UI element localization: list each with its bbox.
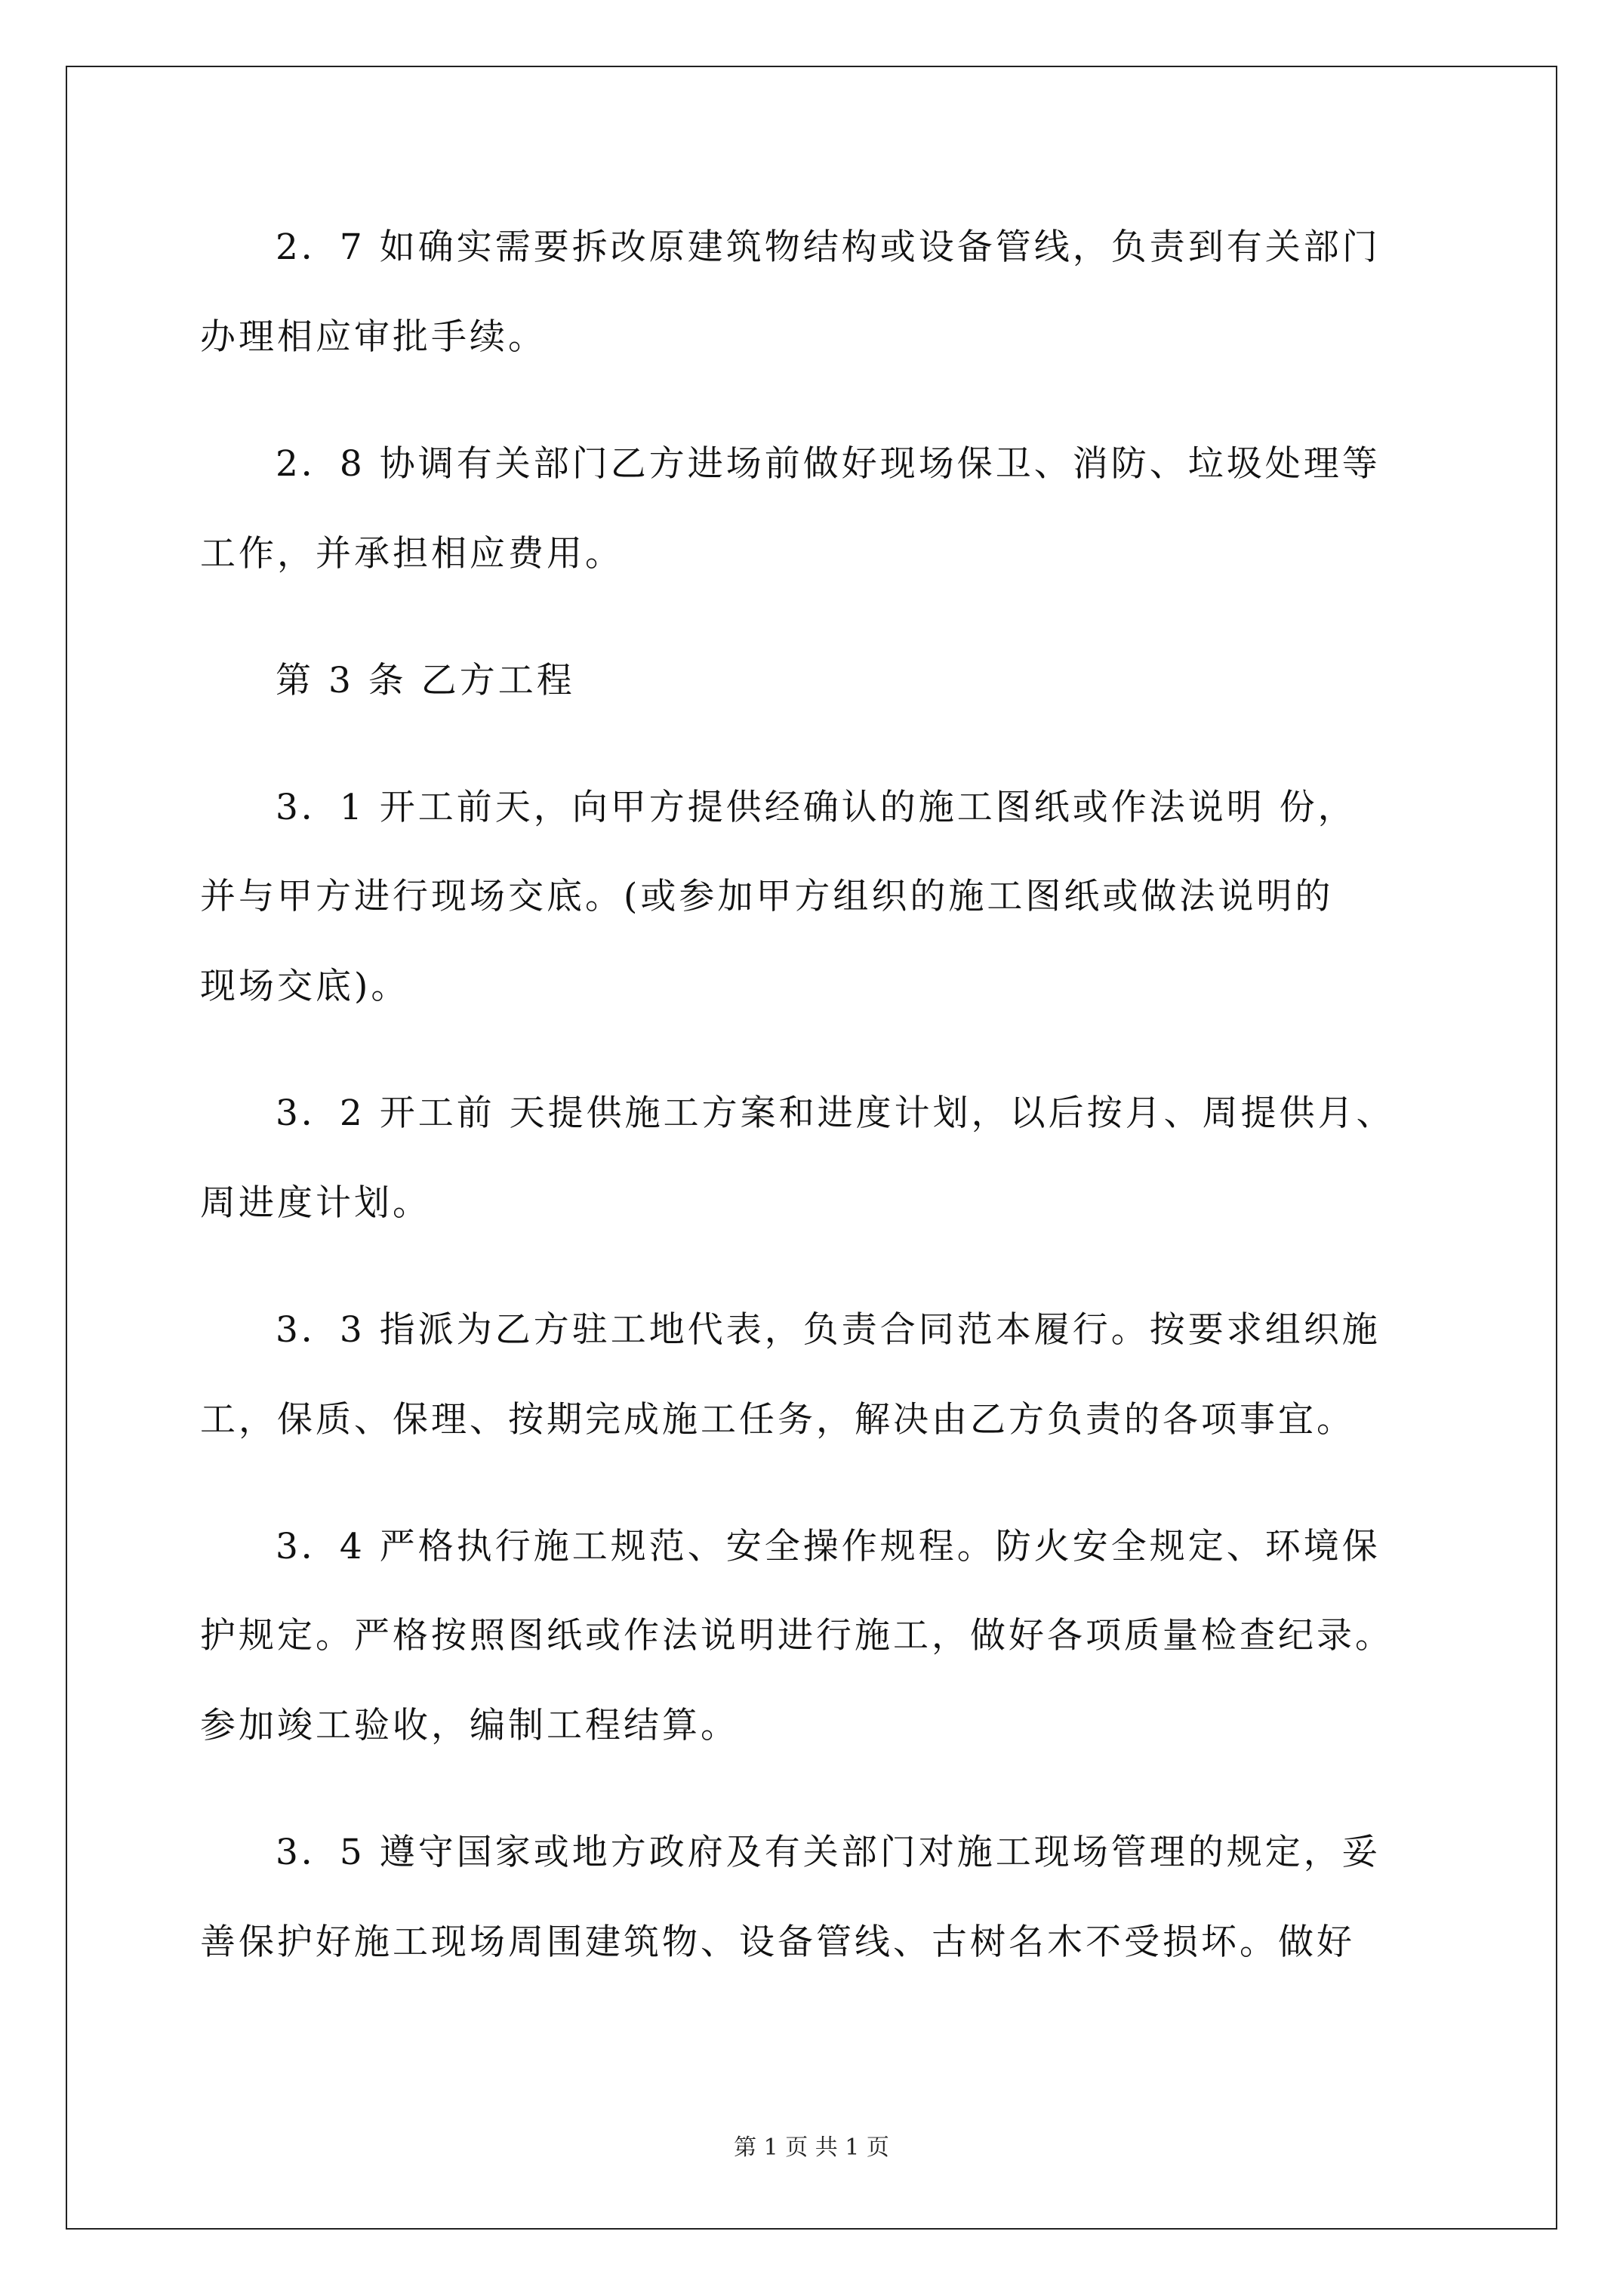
paragraph-line: 2．8 协调有关部门乙方进场前做好现场保卫、消防、垃圾处理等 [276, 443, 1381, 485]
paragraph-line: 工作，并承担相应费用。 [200, 533, 624, 575]
page-footer: 第 1 页 共 1 页 [734, 2134, 889, 2161]
paragraph-line: 参加竣工验收，编制工程结算。 [200, 1705, 739, 1746]
paragraph-line: 并与甲方进行现场交底。(或参加甲方组织的施工图纸或做法说明的 [200, 876, 1334, 917]
paragraph-line: 3．3 指派为乙方驻工地代表，负责合同范本履行。按要求组织施 [276, 1309, 1381, 1351]
paragraph-line: 工，保质、保理、按期完成施工任务，解决由乙方负责的各项事宜。 [200, 1399, 1355, 1441]
paragraph-line: 3．2 开工前 天提供施工方案和进度计划，以后按月、周提供月、 [276, 1093, 1395, 1134]
paragraph-line: 善保护好施工现场周围建筑物、设备管线、古树名木不受损坏。做好 [200, 1922, 1355, 1963]
paragraph-line: 3．1 开工前天，向甲方提供经确认的施工图纸或作法说明 份， [276, 787, 1357, 828]
paragraph-line: 2．7 如确实需要拆改原建筑物结构或设备管线，负责到有关部门 [276, 227, 1381, 268]
paragraph-line: 周进度计划。 [200, 1182, 431, 1224]
paragraph-line: 现场交底)。 [200, 966, 410, 1007]
paragraph-line: 护规定。严格按照图纸或作法说明进行施工，做好各项质量检查纪录。 [200, 1615, 1394, 1657]
section-heading: 第 3 条 乙方工程 [276, 660, 575, 701]
paragraph-line: 3．5 遵守国家或地方政府及有关部门对施工现场管理的规定，妥 [276, 1832, 1381, 1873]
paragraph-line: 办理相应审批手续。 [200, 316, 547, 358]
paragraph-line: 3．4 严格执行施工规范、安全操作规程。防火安全规定、环境保 [276, 1526, 1381, 1567]
page-border [66, 66, 1557, 2230]
